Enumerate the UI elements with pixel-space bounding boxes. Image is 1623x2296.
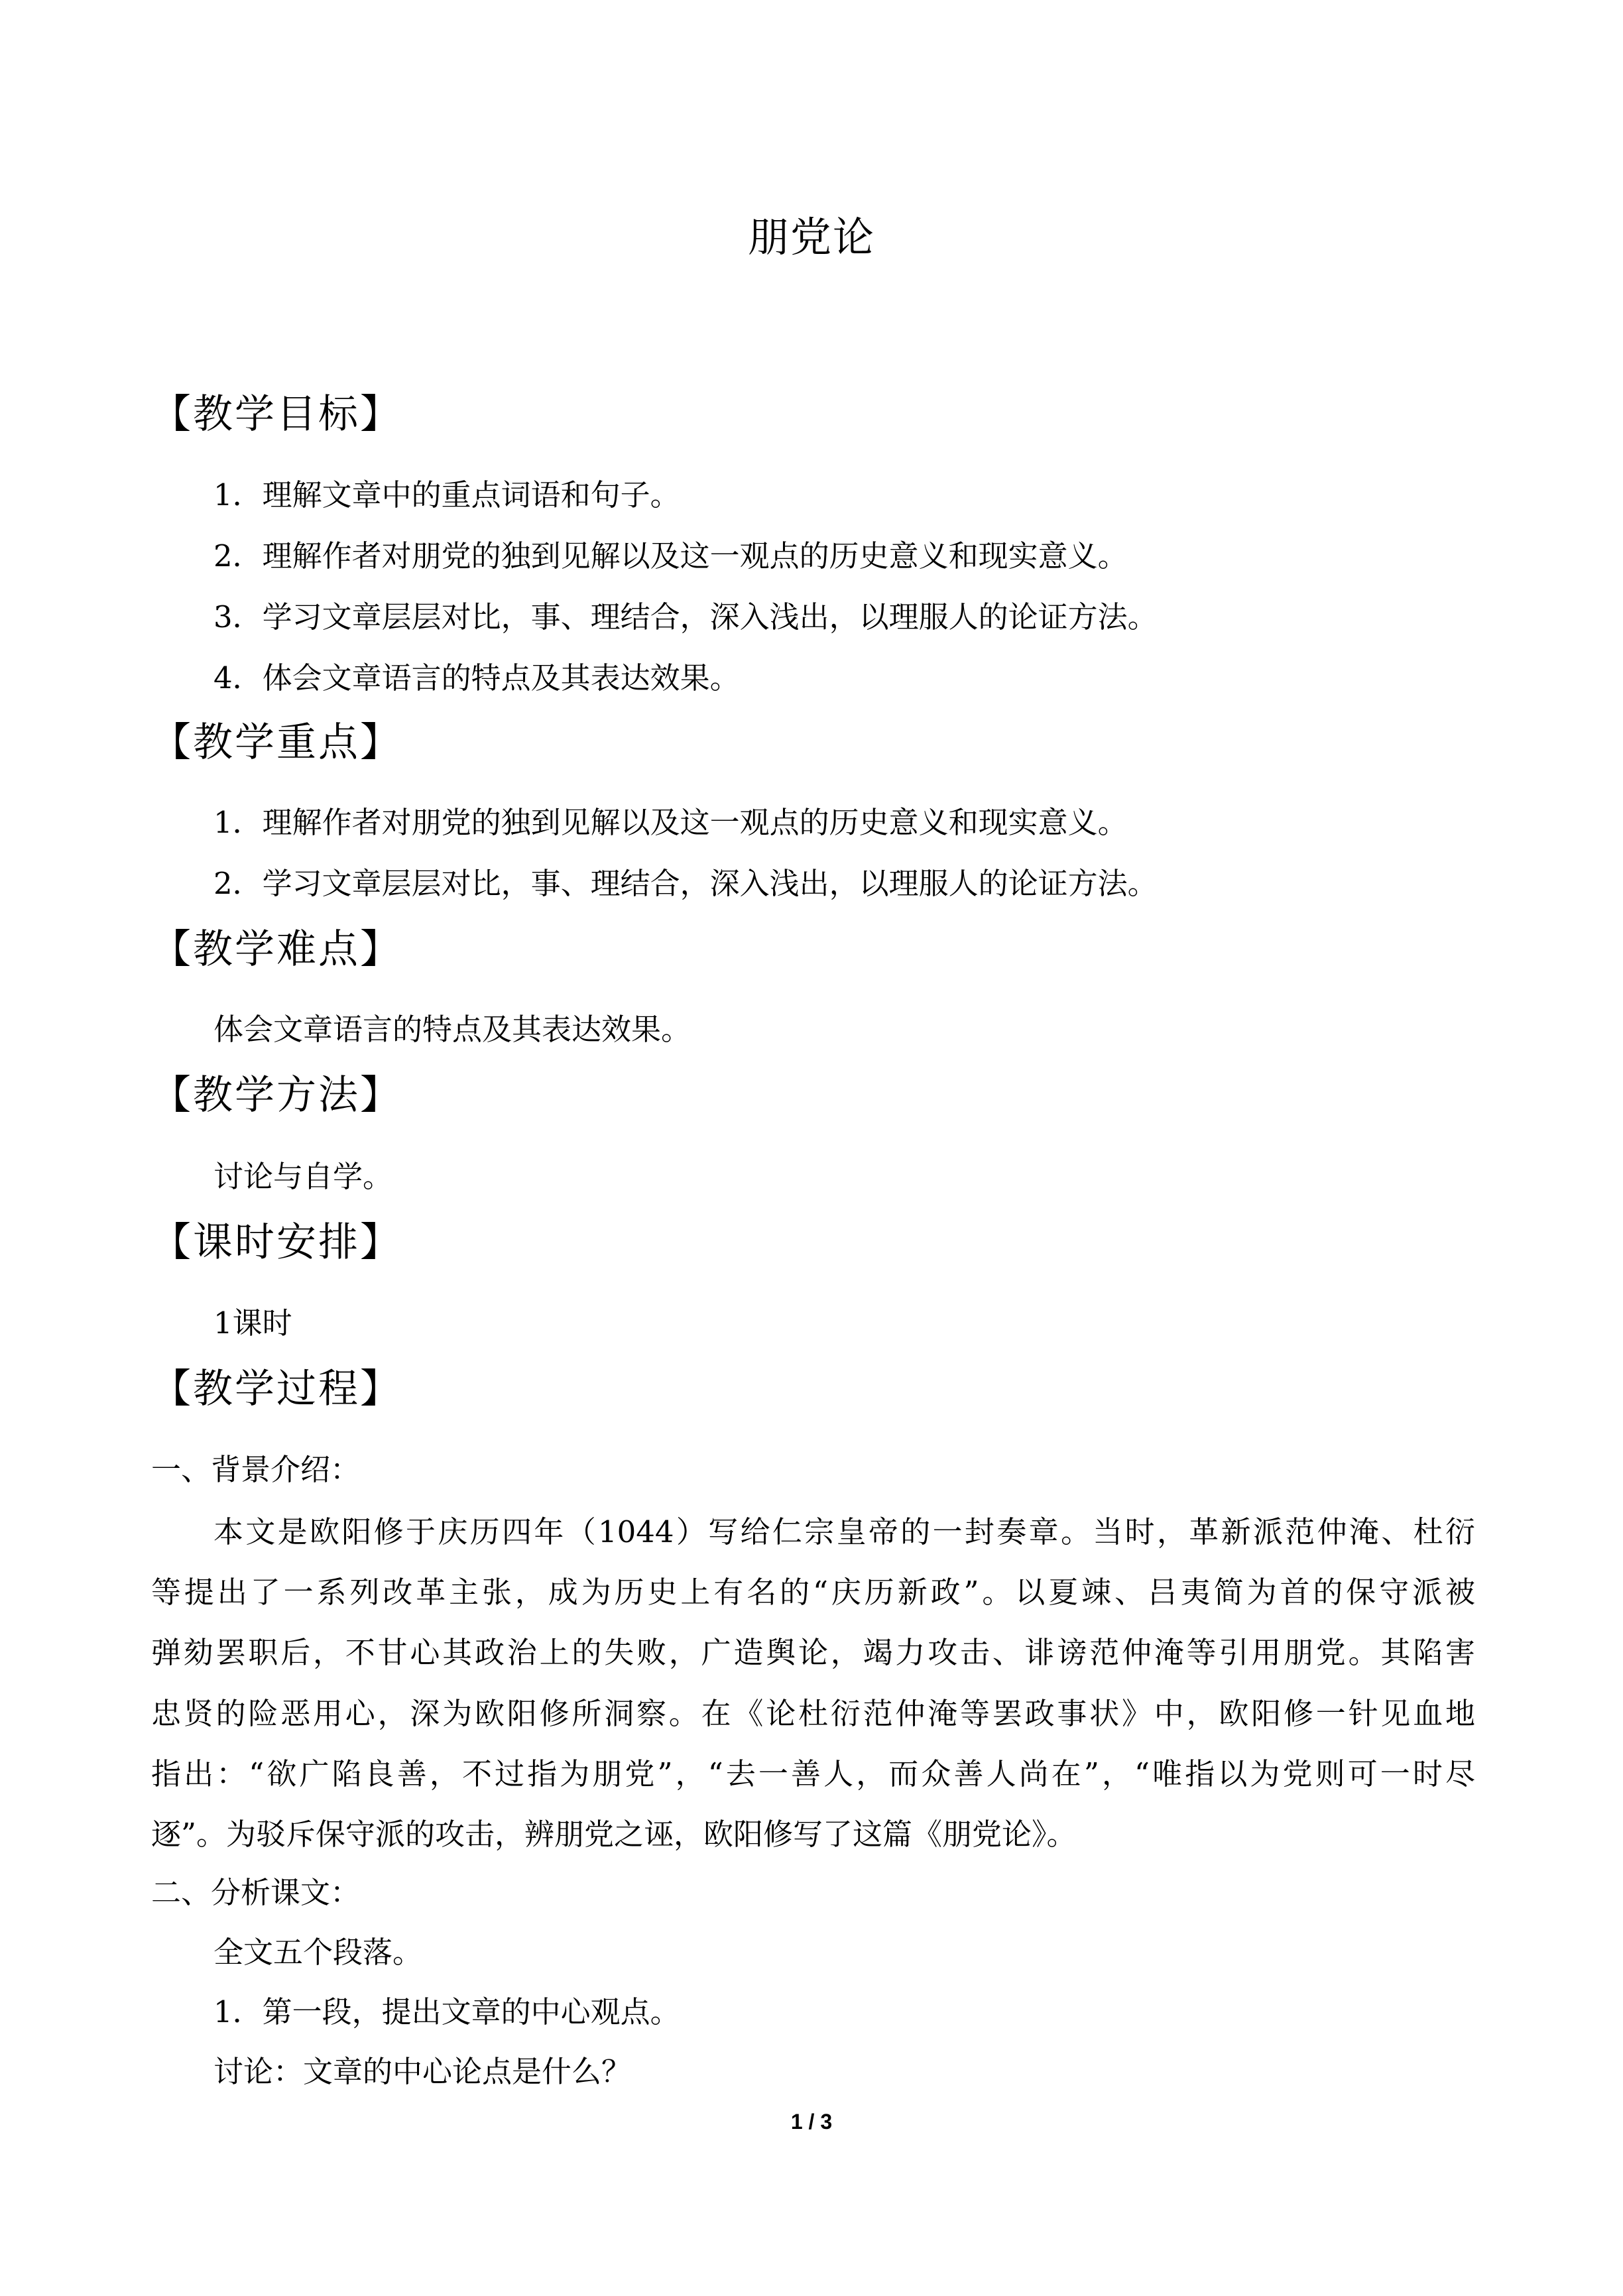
paragraph-line: 逐”。为驳斥保守派的攻击，辨朋党之诬，欧阳修写了这篇《朋党论》。 xyxy=(151,1817,1077,1852)
page-current: 1 xyxy=(790,2110,803,2134)
key-point-item: 1．理解作者对朋党的独到见解以及这一观点的历史意义和现实意义。 xyxy=(213,805,1128,840)
background-paragraph xyxy=(151,1502,1475,1864)
goal-item: 2．理解作者对朋党的独到见解以及这一观点的历史意义和现实意义。 xyxy=(213,538,1128,574)
schedule-heading: 【课时安排】 xyxy=(151,1219,402,1266)
process-part1-title: 一、背景介绍： xyxy=(151,1452,361,1487)
paragraph-line: 等提出了一系列改革主张，成为历史上有名的“庆历新政”。以夏竦、吕夷简为首的保守派被 xyxy=(151,1575,1475,1610)
paragraph-line: 忠贤的险恶用心，深为欧阳修所洞察。在《论杜衍范仲淹等罢政事状》中，欧阳修一针见血地 xyxy=(151,1695,1475,1731)
key-point-item: 2．学习文章层层对比，事、理结合，深入浅出，以理服人的论证方法。 xyxy=(213,866,1158,901)
page-number xyxy=(0,2108,1623,2135)
goal-item: 4．体会文章语言的特点及其表达效果。 xyxy=(213,660,740,695)
methods-text: 讨论与自学。 xyxy=(213,1159,393,1194)
goals-heading: 【教学目标】 xyxy=(151,391,402,438)
paragraph-line: 本文是欧阳修于庆历四年（1044）写给仁宗皇帝的一封奏章。当时，革新派范仲淹、杜衍 xyxy=(213,1514,1475,1549)
paragraph-line: 弹劾罢职后，不甘心其政治上的失败，广造舆论，竭力攻击、诽谤范仲淹等引用朋党。其陷害 xyxy=(151,1635,1475,1671)
page-title: 朋党论 xyxy=(747,213,875,261)
process-heading: 【教学过程】 xyxy=(151,1366,402,1412)
page-total: 3 xyxy=(820,2110,833,2134)
process-part2-title: 二、分析课文： xyxy=(151,1875,361,1910)
page-separator: / xyxy=(802,2110,821,2134)
key-points-heading: 【教学重点】 xyxy=(151,719,402,766)
analysis-line: 讨论：文章的中心论点是什么？ xyxy=(213,2054,632,2089)
difficulties-text: 体会文章语言的特点及其表达效果。 xyxy=(213,1012,691,1047)
goal-item: 1．理解文章中的重点词语和句子。 xyxy=(213,477,680,513)
analysis-line: 全文五个段落。 xyxy=(213,1935,423,1970)
analysis-line: 1．第一段，提出文章的中心观点。 xyxy=(213,1994,680,2029)
goal-item: 3．学习文章层层对比，事、理结合，深入浅出，以理服人的论证方法。 xyxy=(213,599,1158,634)
paragraph-line: 指出：“欲广陷良善，不过指为朋党”，“去一善人，而众善人尚在”，“唯指以为党则可一时尽 xyxy=(151,1756,1475,1791)
difficulties-heading: 【教学难点】 xyxy=(151,926,402,973)
schedule-text: 1课时 xyxy=(213,1305,292,1341)
methods-heading: 【教学方法】 xyxy=(151,1072,402,1118)
